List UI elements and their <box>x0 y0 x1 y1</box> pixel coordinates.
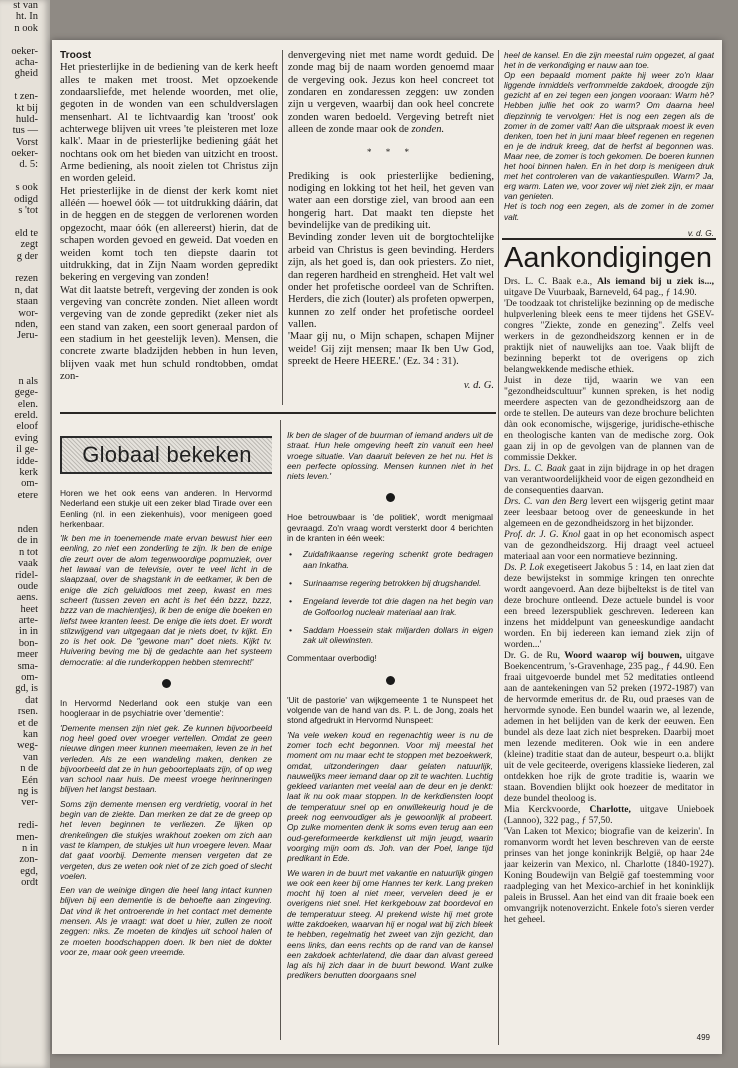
globaal-paragraph: Hoe betrouwbaar is 'de politiek', wordt menigmaal gevraagd. Zo'n vraag wordt versterkt door 4 berichten in de kranten in één week: <box>287 512 493 544</box>
troost-signature: v. d. G. <box>463 380 494 392</box>
previous-page-line: rezen <box>15 273 38 285</box>
previous-page-line <box>0 342 50 353</box>
announcement-paragraph: Drs. L. C. Baak e.a., Als iemand bij u ziek is..., uitgave De Vuurbaak, Barneveld, 64 pag., ƒ 14.90. <box>504 277 714 298</box>
previous-page-line: n in <box>21 842 38 854</box>
previous-page-line: et de <box>17 717 38 729</box>
troost-paragraph: denvergeving niet met name wordt geduid. De zonde mag bij de naam worden genoemd maar de vergeving ook. Jezus kon heel concreet tot zondaren en zondaressen zeggen: uw zonden zijn u vergeven, waarbij dan ook heel concrete zonden waren bedoeld. Vergeving betreft niet alleen de zonde maar ook de zonden. <box>288 50 494 136</box>
previous-page-line: egd, <box>20 865 38 877</box>
previous-page-line: eloof <box>16 421 38 433</box>
announcement-paragraph: Drs. L. C. Baak gaat in zijn bijdrage in op het dragen van verantwoordelijkheid voor de eigen gezondheid en de consequenties daarvan. <box>504 464 714 496</box>
column-paragraph: heel de kansel. En die zijn meestal ruim opgezet, al gaat het in de verkondiging er nauw aan toe. <box>504 50 714 71</box>
column-paragraph: Op een bepaald moment pakte hij weer zo'n klaar liggende inmiddels verfrommelde zakdoek, droogde zijn gezicht af en zei tegen een jongen vooraan: Warm hè? Hebben jullie het ook zo warm? Om daarna heel diepzinnig te vervolgen: Het is nog een zegen als de zomer in de zomer valt! Aan die uitspraak moest ik even denken, toen het in juni maar bleef regenen en regenen en je de indruk kreeg, dat de herfst al begonnen was. Maar nee, de zomer is toch gekomen. De boeren kunnen het hooi binnen halen. En in het dorp is menigeen druk met het controleren van de vakantiespullen. Warm? Ja, erg warm. Laten we, voor zover wij niet ziek zijn, er maar van genieten. <box>504 70 714 202</box>
previous-page-line: n ook <box>14 22 38 34</box>
previous-page-line: s ook <box>15 182 38 194</box>
news-bullet-item: • Zuidafrikaanse regering schenkt grote bedragen aan Inkatha. <box>287 549 493 570</box>
previous-page-line: kt bij <box>16 102 38 114</box>
previous-page-line: redi- <box>18 820 38 832</box>
previous-page-line: n tot <box>19 546 38 558</box>
previous-page-line: om- <box>21 672 38 684</box>
previous-page-edge <box>0 0 50 1068</box>
previous-page-line: huld- <box>15 113 38 125</box>
column-divider <box>280 420 281 1040</box>
troost-column-2 <box>288 50 494 408</box>
previous-page-line: d. 5: <box>19 159 38 171</box>
quoted-paragraph: Ik ben de slager of de buurman of iemand anders uit de straat. Hun hele omgeving heeft zin vanuit een heel vroege situatie. Van daaruit beleven ze het nu. Het is een perfecte oplossing. Mensen kunnen niet in het niets leven.' <box>287 430 493 482</box>
previous-page-line: ereld. <box>14 410 38 422</box>
troost-emphasis: zonden. <box>411 124 445 136</box>
previous-page-line: n, dat <box>14 284 38 296</box>
author-name: Prof. dr. J. G. Knol <box>504 530 581 540</box>
troost-paragraph: Prediking is ook priesterlijke bediening, nodiging en lokking tot het heil, het geven van water aan een dorstige ziel, van brood aan een hongerig hart. Dat maakt ten diepste het bevindelijke van de prediking uit. <box>288 170 494 232</box>
previous-page-line: dat <box>25 694 38 706</box>
column-paragraph: Het is toch nog een zegen, als de zomer in de zomer valt. <box>504 201 714 222</box>
globaal-column-1 <box>60 418 272 1043</box>
previous-page-line <box>0 171 50 182</box>
previous-page-line: n de <box>20 763 38 775</box>
troost-paragraph: Bevinding zonder leven uit de borgtochtelijke arbeid van Christus is geen bevinding. Herders zijn, als het goed is, dan ook priesters. Zo niet, dan regeren hardheid en strengheid. Het valt wel onder het profetische oordeel van de Schriften. Herders, die zich (louter) als profeten opwerpen, kunnen zo zelf onder het profetische oordeel vallen. <box>288 232 494 330</box>
page-number: 499 <box>696 1033 710 1042</box>
previous-page-line: zon- <box>19 854 38 866</box>
announcement-paragraph: Prof. dr. J. G. Knol gaat in op het economisch aspect van de gezondheidszorg. Hij draagt veel actueel materiaal aan voor een normatieve bezinning. <box>504 530 714 562</box>
previous-page-line: men- <box>16 831 38 843</box>
author-name: Drs. C. van den Berg <box>504 497 588 507</box>
previous-page-line: rsen. <box>17 706 38 718</box>
globaal-title: Globaal bekeken <box>82 441 252 467</box>
previous-page-line <box>0 809 50 820</box>
previous-page-line: eving <box>14 432 38 444</box>
quoted-paragraph: Soms zijn demente mensen erg verdrietig, vooral in het begin van de ziekte. Dan merken ze dat ze de greep op het leven beginnen te verliezen. Ze lijken op drenkelingen die stukjes wrakhout zoeken om zich aan vast te klampen, de stukjes uit hun vroegere leven. Maar dat gaat voorbij. Demente mensen vergeten dat ze vergeten, dus ze weten ook niet of ze zich goed of slecht voelen. <box>60 798 272 881</box>
previous-page-line: staan <box>16 296 38 308</box>
previous-page-line: de in <box>17 535 38 547</box>
previous-page-line: ver- <box>21 797 38 809</box>
troost-quote: 'Maar gij nu, o Mijn schapen, schapen Mijner weide! Gij zijt mensen; maar Ik ben Uw God, spreekt de Heere HEERE.' (Ez. 34 : 31). <box>288 331 494 367</box>
previous-page-line: gd, is <box>15 683 38 695</box>
quoted-paragraph: 'Ik ben me in toenemende mate ervan bewust hier een eenling, zo niet een zonderling te zijn. Ik ben de enige die zeurt over de alom tegenwoordige popmuziek, over het lawaai van de televisie, over te veel licht in de slaapzaal, over de shagstank in de eetkamer, ik ben de enige die zich geluidloos met zeep, kwast en mes scheert (tussen zeven en acht is het één bzzz, bzzz, bzzz van de machientjes), ik ben de enige die boeken en liefst twee kranten leest. De enige die iets doet. Er wordt stilzwijgend van uitgegaan dat je niets doet, tv kijkt. En zo is het ook. De "gewone man" doet niets. Kijkt tv. Huivering beving me bij de gedachte aan het systeem democratie: al die runderkoppen hebben stemrecht!' <box>60 533 272 667</box>
previous-page-line <box>0 262 50 273</box>
previous-page-line: odigd <box>14 193 38 205</box>
announcement-paragraph: Drs. C. van den Berg levert een wijsgerig getint maar zeer leesbaar betoog over de geneeskunde in het algemeen en de gezondheidszorg in het bijzonder. <box>504 497 714 529</box>
section-separator-dot <box>386 676 395 685</box>
previous-page-line: Vorst <box>16 136 38 148</box>
previous-page-line: bon- <box>18 637 38 649</box>
troost-heading: Troost <box>60 50 92 61</box>
announcement-paragraph: Mia Kerckvoorde, Charlotte, uitgave Unieboek (Lannoo), 322 pag., ƒ 57,50. <box>504 805 714 826</box>
section-separator-dot <box>386 493 395 502</box>
previous-page-line: aens. <box>16 592 38 604</box>
previous-page-line: sma- <box>17 660 38 672</box>
previous-page-line: elen. <box>17 398 38 410</box>
globaal-column-2 <box>287 430 493 1045</box>
previous-page-line <box>0 501 50 512</box>
previous-page-line: gheid <box>14 68 38 80</box>
quoted-paragraph: We waren in de buurt met vakantie en natuurlijk gingen we ook een keer bij ome Hannes ter kerk. Lang preken mocht hij toen al niet meer, vervelen deed je er overigens niet snel. Het kerkgebouw zat boordevol en de temperatuur steeg. Al prekend wiste hij met grote witte zakdoeken, waarvan hij er nogal wat bij zich bleek te hebben, regelmatig het zweet van zijn gezicht, dan eens links, dan eens rechts op de rand van de kansel een zakdoek achterlatend, die daar dan alvast gereed lag als hij zich daar in de buurt bewond. Want zulke predikers benutten doorgaans snel <box>287 867 493 981</box>
globaal-paragraph: Horen we het ook eens van anderen. In Hervormd Nederland een stukje uit een zeker blad Tirade over een Eenling (nl. in een ziekenhuis), voor menigeen goed herkenbaar. <box>60 488 272 529</box>
announcement-paragraph: 'Van Laken tot Mexico; biografie van de keizerin'. In romanvorm wordt het leven beschreven van de eerste prinses van het jonge koninkrijk België, op haar 24e jaar keizerin van Mexico, nl. Charlotte (1840-1927). Koning Boudewijn van België gaf toestemming voor raadpleging van het Mexico-archief in het koninklijk paleis in Brussel. Aan het eind van dit fraaie boek een omvangrijk notenoverzicht. Enkele foto's sieren verder het geheel. <box>504 827 714 925</box>
previous-page-line: weg- <box>17 740 38 752</box>
previous-page-line: ridel- <box>15 569 38 581</box>
previous-page-line <box>0 513 50 524</box>
news-bullet-item: • Surinaamse regering betrokken bij drugshandel. <box>287 578 493 588</box>
news-bullet-item: • Saddam Hoessein stak miljarden dollars in eigen zak uit oliewinsten. <box>287 625 493 646</box>
column-divider <box>282 50 283 405</box>
previous-page-line: tus — <box>12 125 38 137</box>
previous-page-line: Eén <box>21 774 38 786</box>
previous-page-line: ng is <box>17 785 38 797</box>
troost-paragraph: Het priesterlijke in de bediening van de kerk heeft alles te maken met troost. Met opzoekende zondaarsliefde, met helende woorden, met olie, gegoten in de wonden van een schuldverslagen mensenhart. Al te lichtvaardig kan 'troost' ook achterwege blijven uit vrees 'te pleisteren met loze kalk'. Maar in de priesterlijke bediening gáát het nochtans ook om het bieden van uitzicht en troost. Arme bediening, als nooit zielen tot Christus zijn en worden geleid. <box>60 62 278 185</box>
section-rule <box>60 412 496 414</box>
announcement-paragraph: 'De toodzaak tot christelijke bezinning op de medische hulpverlening bleek eens te meer tijdens het GSEV-congres "Ziekte, zonde en genezing". Zelfs veel werkers in de gezondheidszorg kennen er in de praktijk niet of nauwelijks aan toe. Vaak blijft de bezinning beperkt tot de overigens op zich belangwekkende medische ethiek. <box>504 299 714 375</box>
aankondigingen-section <box>504 242 714 1027</box>
previous-page-line: in in <box>19 626 38 638</box>
previous-page-line: kan <box>22 729 38 740</box>
troost-paragraph: Het priesterlijke in de dienst der kerk komt niet alléén — hoewel óók — tot uitdrukking dáárin, dat in de heggen en de steggen de verlorenen worden opgezocht, maar óók (en allereerst) hierin, dat de schapen worden gevoed en geweid. Dat voeden en weiden komt toch ten diepste daarin tot uitdrukking, dat in Zijn Naam worden gepredikt bekering en vergeving van zonden! <box>60 185 278 284</box>
book-title: Woord waarop wij bouwen, <box>564 651 682 661</box>
troost-paragraph: Wat dit laatste betreft, vergeving der zonden is ook vergeving van concrète zonden. Niet alleen wordt vergeving van de zonde gepredikt (zeker niet als een stand van zaken, een soort generaal pardon of een stadium in het geestelijk leven). Mensen, die concrete zwarte bladzijden hebben in hun leven, blijven vaak met hun schuld rondtobben, omdat zon- <box>60 284 278 382</box>
quoted-paragraph: 'Na vele weken koud en regenachtig weer is nu de zomer toch echt begonnen. Voor mij meestal het moment om nu maar echt te stoppen met bezoekwerk, omdat, uitzonderingen daar gelaten natuurlijk, nauwelijks meer iemand daar op zit te wachten. Luchtig gekleed varianten met veelal aan de deur en je denkt: laat ik nu ook maar stoppen. In de kerkdiensten loopt de temperatuur snel op en onwillekeurig houd je de preek nog eenvoudiger als je gewoonlijk al probeert. Op zulke momenten denk ik soms even terug aan een oud-gereformeerde kerkdienst uit mijn jeugd, waarin voorging mijn oom ds. Joh. van der Poel, lange tijd predikant in Ede. <box>287 729 493 864</box>
previous-page-line: st van <box>13 0 38 11</box>
previous-page-line: nden, <box>14 318 38 330</box>
previous-page-line: kerk <box>19 467 38 479</box>
previous-page-line: ht. In <box>15 11 38 23</box>
previous-page-line <box>0 80 50 91</box>
news-bullet-item: • Engeland leverde tot drie dagen na het begin van de Golfoorlog nucleair materiaal aan Irak. <box>287 596 493 617</box>
previous-page-line: van <box>22 751 38 763</box>
globaal-title-box <box>60 436 272 474</box>
previous-page-line: oeker- <box>11 148 38 160</box>
globaal-paragraph: Commentaar overbodig! <box>287 653 377 664</box>
column-signature: v. d. G. <box>687 227 714 238</box>
aankondigingen-title: Aankondigingen <box>504 242 713 274</box>
book-title: Charlotte, <box>589 805 631 815</box>
previous-page-line: wor- <box>18 307 38 319</box>
globaal-paragraph: In Hervormd Nederland ook een stukje van een hoogleraar in de psychiatrie over 'dementie': <box>60 698 272 719</box>
previous-page-line: arte- <box>18 615 38 627</box>
previous-page-line: heet <box>20 603 38 615</box>
section-rule <box>502 238 716 240</box>
previous-page-line <box>0 353 50 364</box>
announcement-paragraph: Ds. P. Lok exegetiseert Jakobus 5 : 14, en laat zien dat deze bewijstekst in sommige kringen ten onrechte wordt aangevoerd. Aan deze bijbeltekst is de titel van deze brochure ontleend. Deze actuele bundel is voor een breed lezerspubliek geschreven. Iedereen kan inzens het middelpunt van geneeskundige aandacht worden. En bij iedereen kan iemand ziek zijn of worden...' <box>504 563 714 650</box>
previous-page-line: vaak <box>18 558 38 570</box>
previous-page-line: meer <box>17 649 38 661</box>
quoted-paragraph: Een van de weinige dingen die heel lang intact kunnen blijven bij een dementie is de behoefte aan zingeving. Dat vind ik het ontroerende in het contact met demente mensen. Als je vraagt: wat doet u hier, zullen ze nooit zeggen: niks. Ze moeten de kindjes uit school halen of ze moeten boodschappen doen. Ik ben niet de dokter voor ze, maar ook geen vreemde. <box>60 885 272 957</box>
previous-page-line <box>0 365 50 376</box>
section-separator-dot <box>162 679 171 688</box>
previous-page-line: Jeru- <box>17 330 38 342</box>
announcement-paragraph: Dr. G. de Ru, Woord waarop wij bouwen, uitgave Boekencentrum, 's-Gravenhage, 235 pag., ƒ 44.90. Een fraai uitgevoerde bundel met 52 meditaties ontleend aan de aantekeningen van 52 preken (1972-1987) van de hervormde emeritus dr. de Ru, oud praeses van de hervormde synode. Een bundel waarin we, al lezende, ademen in het belijden van de kerk der eeuwen. Een bundel als deze laat zich niet bespreken. Daarbij moet men lezende mediteren. Ook wie in een andere (kleine) traditie staat dan de auteur, bespeurt o.a. blijkt uit de vele geciteerde, overigens klassieke liederen, zal ontdekken hoe rijk de grote traditie is, waarin we staan. Bovendien blijkt ook hoezeer de meditator in deze bundel theoloog is. <box>504 651 714 804</box>
column-divider <box>498 50 499 1045</box>
previous-page-line: il ge- <box>16 444 38 456</box>
previous-page-line: t zen- <box>14 91 38 103</box>
previous-page-line: acha- <box>15 56 38 68</box>
magazine-page <box>52 40 722 1054</box>
right-column-top <box>504 50 714 242</box>
previous-page-line: s 'tot <box>18 205 38 217</box>
previous-page-line: nden <box>17 523 38 535</box>
previous-page-line: n als <box>18 375 38 387</box>
author-name: Ds. P. Lok <box>504 563 544 573</box>
previous-page-line: zegt <box>20 239 38 251</box>
previous-page-line: eld te <box>14 227 38 239</box>
globaal-paragraph: 'Uit de pastorie' van wijkgemeente 1 te Nunspeet het volgende van de hand van ds. P. L. de Jong, zoals het stond afgedrukt in Hervormd Nunspeet: <box>287 694 493 726</box>
author-name: Drs. L. C. Baak <box>504 464 566 474</box>
previous-page-line <box>0 216 50 227</box>
previous-page-line: g der <box>16 250 38 262</box>
section-stars: * * * <box>367 147 415 158</box>
previous-page-line: etere <box>17 489 38 501</box>
news-bullet-list <box>287 549 493 645</box>
previous-page-line: ordt <box>21 877 38 889</box>
previous-page-line: gege- <box>14 387 38 399</box>
book-title: Als iemand bij u ziek is..., <box>597 277 714 287</box>
previous-page-line: oude <box>17 580 38 592</box>
previous-page-line <box>0 34 50 45</box>
previous-page-line: om- <box>21 478 38 490</box>
announcement-paragraph: Juist in deze tijd, waarin we van een "gezondheidscultuur" kunnen spreken, is het nodig meerdere aspecten van de gezondheidszorg aan de orde te stellen. De auteurs van deze brochure belichten dàn ook economische, wijsgerige, juridische-ethische en theologische kanten van de medische zorg. Ook gaan zij in op de gevolgen van de plannen van de commissie Dekker. <box>504 376 714 463</box>
quoted-paragraph: 'Demente mensen zijn niet gek. Ze kunnen bijvoorbeeld nog heel goed over vroeger vertellen. Omdat ze geen nieuwe dingen meer kunnen meemaken, leven ze in het verleden. Als ze een wandeling maken, denken ze bijvoorbeeld dat ze in hun geboorteplaats zijn, of op weg van school naar huis. De meest vroege herinneringen blijven het langst bestaan. <box>60 722 272 795</box>
previous-page-line: idde- <box>16 455 38 467</box>
previous-page-line: oeker- <box>11 45 38 57</box>
troost-column-1 <box>60 50 278 408</box>
